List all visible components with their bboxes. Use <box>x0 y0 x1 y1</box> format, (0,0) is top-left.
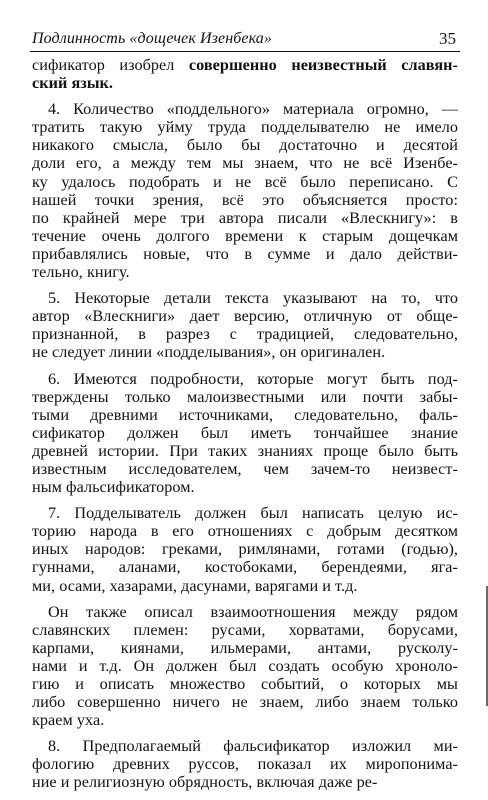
text-line <box>32 325 458 343</box>
text-line <box>32 603 458 621</box>
text-run: гию и описать множество событий, о которых мы <box>32 675 458 693</box>
text-line <box>32 621 458 639</box>
paragraph <box>32 737 458 791</box>
text-line <box>32 118 458 136</box>
text-run: славянских племен: русами, хорватами, борусами, <box>32 620 458 639</box>
text-run: краем уха. <box>32 711 105 730</box>
text-run: нами и т.д. Он должен был создать особую хроноло- <box>32 656 458 675</box>
text-run: по крайней мере три автора писали «Влескнигу»: в <box>32 208 458 227</box>
text-line <box>32 504 458 522</box>
text-run: 4. Количество «поддельного» материала огромно, — <box>48 100 458 119</box>
bold-text: ский язык. <box>32 74 113 93</box>
text-line <box>32 209 458 227</box>
header-rule <box>30 51 460 52</box>
text-line <box>32 56 458 74</box>
running-title: Подлинность «дощечек Изенбека» <box>32 30 272 47</box>
text-run: сификатор должен был иметь тончайшее знание <box>32 423 458 442</box>
text-line <box>32 577 458 595</box>
text-line <box>32 460 458 478</box>
text-line <box>32 227 458 245</box>
text-run: прибавлялись новые, что в сумме и дало действи- <box>32 244 458 263</box>
paragraph <box>32 56 458 92</box>
page-number: 35 <box>439 29 456 48</box>
paragraph <box>32 603 458 730</box>
text-line <box>32 289 458 307</box>
text-line <box>32 74 458 92</box>
text-run: гуннами, аланами, костобоками, берендеями, яга- <box>32 558 458 577</box>
text-line <box>32 755 458 773</box>
text-line <box>32 657 458 675</box>
text-line <box>32 136 458 154</box>
text-run: нашей точки зрения, всё это объясняется просто: <box>32 190 458 209</box>
text-run: 6. Имеются подробности, которые могут быть под- <box>48 369 458 388</box>
text-run: древней истории. При таких знаниях проще было быть <box>32 441 458 460</box>
text-line <box>32 737 458 755</box>
text-line <box>32 154 458 172</box>
text-line <box>32 173 458 191</box>
bold-text: совершенно неизвестный славян- <box>188 56 458 74</box>
text-line <box>32 424 458 442</box>
text-line <box>32 693 458 711</box>
paragraph-gap <box>32 362 458 370</box>
paragraph-gap <box>32 281 458 289</box>
text-run: доли его, а между тем мы знаем, что не всё Изенбе- <box>32 154 458 173</box>
text-line <box>32 639 458 657</box>
text-line <box>32 540 458 558</box>
running-header <box>30 28 460 52</box>
text-run: иных народов: греками, римлянами, готами (годью), <box>32 540 458 559</box>
text-line <box>32 522 458 540</box>
text-run: ние и религиозную обрядность, включая даже ре- <box>32 773 378 792</box>
text-run: не следует линии «подделывания», он оригинален. <box>32 343 386 362</box>
text-run: сификатор изобрел <box>32 56 189 74</box>
text-line <box>32 307 458 325</box>
text-line <box>32 245 458 263</box>
text-run: течение очень долгого времени к старым дощечкам <box>32 226 458 245</box>
text-run: 5. Некоторые детали текста указывают на то, что <box>48 289 458 308</box>
paragraph <box>32 370 458 497</box>
paragraph-gap <box>32 729 458 737</box>
text-line <box>32 263 458 281</box>
text-run: 8. Предполагаемый фальсификатор изложил ми- <box>48 737 458 756</box>
text-line <box>32 370 458 388</box>
text-line <box>32 388 458 406</box>
text-run: карпами, киянами, ильмерами, антами, русколу- <box>32 638 458 657</box>
text-line <box>32 406 458 424</box>
text-run: фологию древних руссов, показал их миропонима- <box>32 755 458 774</box>
text-run: тыми древними источниками, следовательно, фаль- <box>32 405 458 424</box>
text-line <box>32 191 458 209</box>
text-run: никакого смысла, было бы достаточно и десятой <box>32 136 458 155</box>
text-line <box>32 558 458 576</box>
text-line <box>32 343 458 361</box>
paragraph-gap <box>32 595 458 603</box>
paragraph-gap <box>32 92 458 100</box>
text-run: торию народа в его отношениях с добрым десятком <box>32 522 458 541</box>
text-line <box>32 478 458 496</box>
text-line <box>32 675 458 693</box>
body-text <box>32 56 458 792</box>
paragraph <box>32 504 458 594</box>
text-run: ным фальсификатором. <box>32 478 195 497</box>
text-run: тратить такую уйму труда подделывателю не имело <box>32 118 458 137</box>
text-run: тверждены только малоизвестными или почти забы- <box>32 387 458 406</box>
text-run: Он также описал взаимоотношения между рядом <box>48 602 458 621</box>
paragraph <box>32 289 458 361</box>
text-run: признанной, в разрез с традицией, следовательно, <box>32 325 458 344</box>
text-line <box>32 442 458 460</box>
text-run: тельно, книгу. <box>32 263 130 282</box>
text-line <box>32 711 458 729</box>
text-line <box>32 100 458 118</box>
text-run: автор «Влескниги» дает версию, отличную от обще- <box>32 307 458 326</box>
paragraph-gap <box>32 496 458 504</box>
text-run: либо совершенно ничего не знаем, либо знаем только <box>32 693 458 712</box>
paragraph <box>32 100 458 281</box>
text-run: ку удалось подобрать и не всё было переписано. С <box>32 172 458 191</box>
text-line <box>32 773 458 791</box>
text-run: известным исследователем, чем зачем-то неизвест- <box>32 459 458 478</box>
text-run: ми, осами, хазарами, дасунами, варягами и т.д. <box>32 576 358 595</box>
text-run: 7. Подделыватель должен был написать целую ис- <box>48 504 458 523</box>
